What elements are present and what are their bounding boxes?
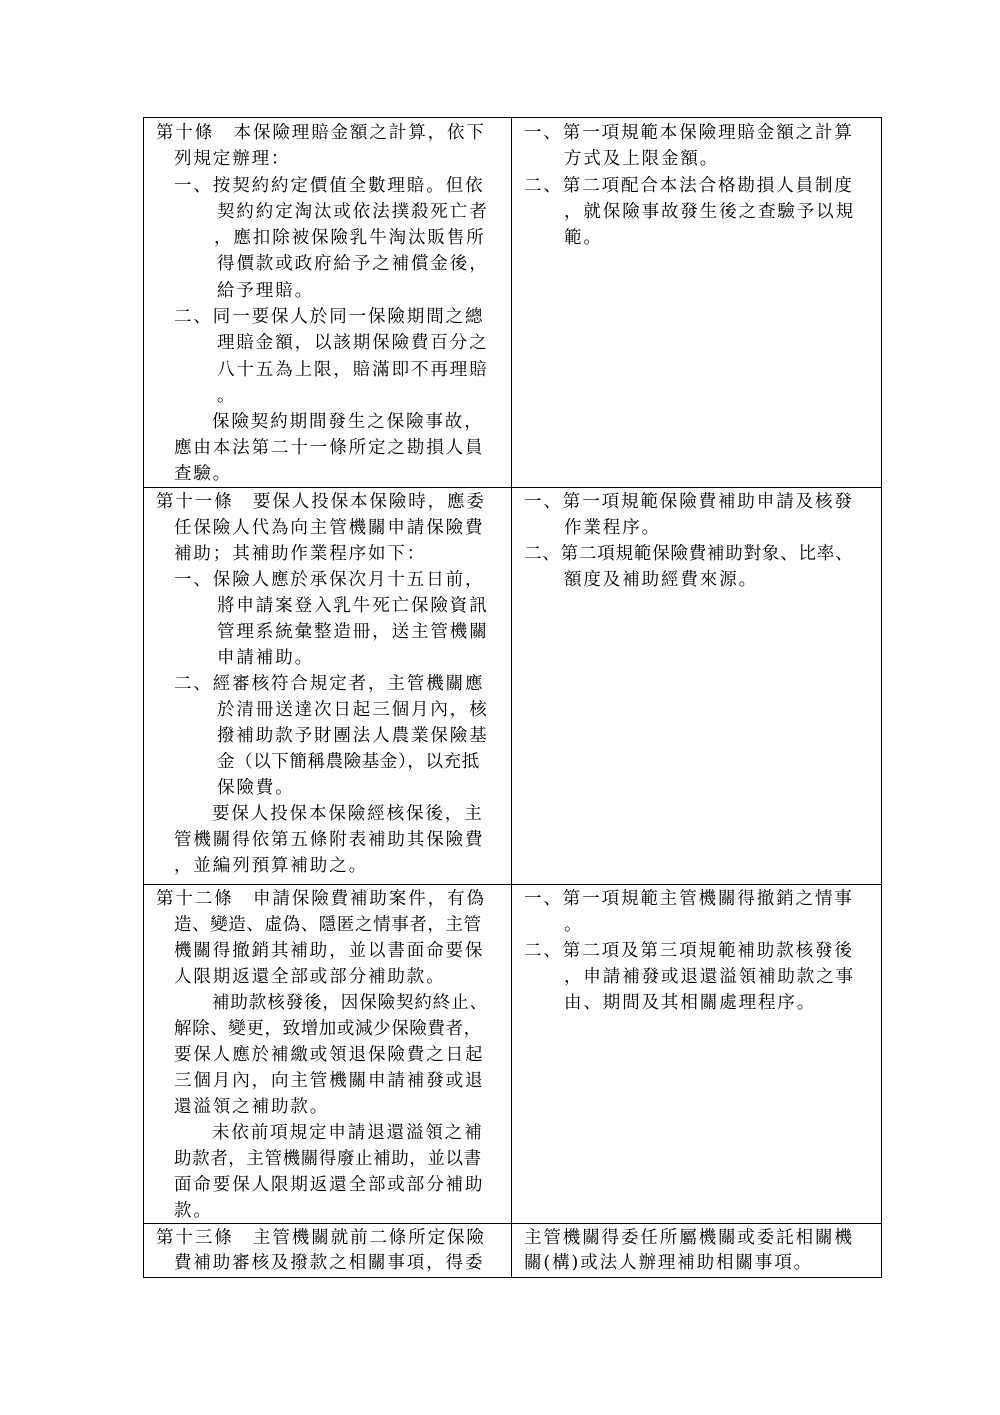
text-line: 額度及補助經費來源。 [564, 570, 758, 590]
text-line: ，申請補發或退還溢領補助款之事 [564, 967, 855, 987]
text-line: ，就保險事故發生後之查驗予以規 [564, 202, 855, 222]
text-line: 保險費。 [217, 778, 295, 798]
text-line: 管機關得依第五條附表補助其保險費 [174, 830, 485, 850]
text-line: 第十條 本保險理賠金額之計算，依下 [156, 123, 486, 143]
text-line: 契約約定淘汰或依法撲殺死亡者 [217, 202, 489, 222]
article-text-cell [144, 885, 512, 1223]
text-line: 人限期返還全部或部分補助款。 [174, 967, 446, 987]
explanation-cell [512, 488, 881, 884]
table-row [144, 884, 881, 1223]
text-line: 解除、變更，致增加或減少保險費者， [174, 1019, 482, 1039]
text-line: 補助款核發後，因保險契約終止、 [212, 993, 488, 1013]
explanation-cell [512, 1224, 881, 1277]
text-line: 二、同一要保人於同一保險期間之總 [174, 307, 485, 327]
text-line: 補助；其補助作業程序如下： [174, 544, 427, 564]
text-line: 機關得撤銷其補助，並以書面命要保 [174, 941, 485, 961]
explanation-cell [512, 885, 881, 1223]
text-line: 金（以下簡稱農險基金），以充抵 [217, 752, 480, 772]
text-line: 費補助審核及撥款之相關事項，得委 [174, 1253, 485, 1273]
article-text-cell [144, 488, 512, 884]
text-line: 八十五為上限，賠滿即不再理賠 [217, 360, 489, 380]
text-line: 一、保險人應於承保次月十五日前， [174, 570, 485, 590]
article-text-cell [144, 1224, 512, 1277]
regulation-comparison-table [143, 117, 882, 1278]
text-line: 列規定辦理： [174, 149, 291, 169]
table-row [144, 1223, 881, 1277]
text-line: 要保人投保本保險經核保後，主 [212, 804, 484, 824]
text-line: 於清冊送達次日起三個月內，核 [217, 700, 489, 720]
text-line: 二、第二項配合本法合格勘損人員制度 [524, 176, 854, 196]
table-row [144, 118, 881, 487]
text-line: 保險契約期間發生之保險事故， [212, 412, 484, 432]
text-line: 助款者，主管機關得廢止補助，並以書 [174, 1149, 482, 1169]
text-line: 由、期間及其相關處理程序。 [564, 993, 817, 1013]
text-line: 面命要保人限期返還全部或部分補助 [174, 1175, 485, 1195]
text-line: 。 [564, 915, 584, 935]
table-row [144, 487, 881, 884]
text-line: 三個月內，向主管機關申請補發或退 [174, 1071, 485, 1091]
article-text-cell [144, 118, 512, 487]
text-line: 款。 [174, 1201, 213, 1221]
text-line: 任保險人代為向主管機關申請保險費 [174, 518, 485, 538]
text-line: 一、第一項規範本保險理賠金額之計算 [524, 123, 854, 143]
text-line: 一、第一項規範保險費補助申請及核發 [524, 492, 854, 512]
text-line: 造、變造、虛偽、隱匿之情事者，主管 [174, 915, 482, 935]
text-line: 得價款或政府給予之補償金後， [217, 254, 489, 274]
text-line: 二、經審核符合規定者，主管機關應 [174, 674, 485, 694]
text-line: 作業程序。 [564, 518, 661, 538]
text-line: 二、第二項規範保險費補助對象、比率、 [524, 544, 854, 564]
text-line: 理賠金額，以該期保險費百分之 [217, 333, 489, 353]
text-line: 第十三條 主管機關就前二條所定保險 [156, 1228, 486, 1248]
text-line: ，並編列預算補助之。 [174, 856, 368, 876]
text-line: 方式及上限金額。 [564, 149, 720, 169]
text-line: 一、按契約約定價值全數理賠。但依 [174, 176, 485, 196]
text-line: 未依前項規定申請退還溢領之補 [212, 1123, 484, 1143]
text-line: 要保人應於補繳或領退保險費之日起 [174, 1045, 485, 1065]
text-line: 還溢領之補助款。 [174, 1097, 330, 1117]
explanation-cell [512, 118, 881, 487]
text-line: 管理系統彙整造冊，送主管機關 [217, 622, 489, 642]
text-line: 第十二條 申請保險費補助案件，有偽 [156, 889, 486, 909]
text-line: 將申請案登入乳牛死亡保險資訊 [217, 596, 489, 616]
text-line: 範。 [564, 228, 603, 248]
text-line: 給予理賠。 [217, 281, 314, 301]
text-line: 關(構)或法人辦理補助相關事項。 [524, 1253, 814, 1273]
text-line: 。 [217, 386, 237, 406]
text-line: 二、第二項及第三項規範補助款核發後 [524, 941, 854, 961]
text-line: 查驗。 [174, 464, 233, 484]
text-line: ，應扣除被保險乳牛淘汰販售所 [214, 228, 486, 248]
text-line: 應由本法第二十一條所定之勘損人員 [174, 438, 485, 458]
text-line: 申請補助。 [217, 648, 314, 668]
text-line: 主管機關得委任所屬機關或委託相關機 [524, 1228, 854, 1248]
text-line: 第十一條 要保人投保本保險時，應委 [156, 492, 486, 512]
text-line: 撥補助款予財團法人農業保險基 [217, 726, 489, 746]
text-line: 一、第一項規範主管機關得撤銷之情事 [524, 889, 854, 909]
